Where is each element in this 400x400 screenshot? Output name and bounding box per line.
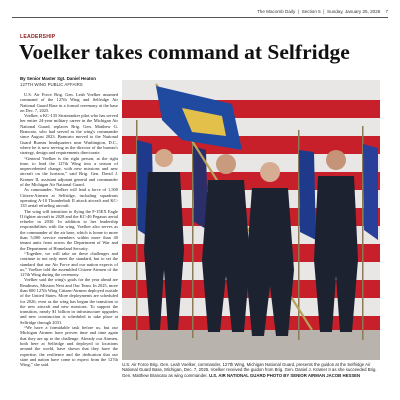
headline: Voelker takes command at Selfridge: [19, 40, 350, 64]
byline-org: 127TH WING PUBLIC AFFAIRS: [20, 81, 83, 87]
stage-floor: [122, 330, 380, 360]
article-body: [20, 92, 118, 390]
article-paragraph: The wing will transition to flying the F-15EX Eagle II fighter aircraft in 2028 and the KC-46 Pegasus aerial refueler in 2030. In addition to her leadership responsibilities with the wing, Voelker also serves as the commander of the air base, which is home to more than 5,000 service members within more than 40 tenant units from across the Department of War and the Department of Homeland Security.: [20, 208, 118, 251]
ceremony-photo: [122, 80, 380, 360]
page-number: 7: [385, 8, 388, 14]
article-paragraph: Voelker said the wing's goals for the year ahead are Readiness, Mission Next and Our Team. In 2025, more than 600 127th Wing Citizen-Airmen deployed outside of the United States. More deployments are scheduled for 2026, even as the wing has begun the transition to the new aircraft and new missions. To support the transition, nearly $1 billion in infrastructure upgrades and new construction is scheduled to take place at Selfridge through 2031.: [20, 277, 118, 325]
byline: [20, 76, 116, 87]
article-paragraph: U.S. Air Force Brig. Gen. Leah Voelker assumed command of the 127th Wing and Selfridge Air National Guard Base in a formal ceremony at the base on Dec. 7, 2025.: [20, 92, 118, 113]
ceremony-photo-illustration: [122, 80, 380, 360]
article-paragraph: “General Voelker is the right person, at the right time, to lead the 127th Wing into a season of unprecedented change, with new missions and new aircraft on the horizon,” said Brig. Gen. David J. Kramer II, assistant adjutant general and commander of the Michigan Air National Guard.: [20, 155, 118, 188]
masthead-date: Sunday, January 25, 2026: [327, 8, 381, 14]
photo-caption: [122, 362, 382, 378]
masthead-rule: [12, 17, 388, 18]
byline-names: By Senior Master Sgt. Daniel Heaton: [20, 76, 96, 81]
photo-credit: U.S. AIR NATIONAL GUARD PHOTO BY SENIOR AIRMAN JACOB HESSEN: [208, 372, 361, 378]
masthead-section: Section 5: [301, 8, 321, 14]
article-paragraph: “Together, we will take on these challenges and continue to not only meet the standard, but to set the standard that our Air Force and our nation expects of us,” Voelker told the assembled Citizen-Airmen of the 127th Wing during the ceremony.: [20, 250, 118, 278]
masthead-text: The Macomb Daily | Section 5 | Sunday, January 25, 2026 7: [256, 8, 388, 14]
caption-text: U.S. Air Force Brig. Gen. Leah Voelker, commander, 127th Wing, Michigan National Guard, presents the guidon at the Selfridge Air National Guard Base, Michigan, Dec. 7, 2025. Voelker received the guidon from Brig. Gen. Daniel J. Kramer II as she succeeded Brig. Gen. Matthew Brancato as wing commander.: [122, 362, 377, 378]
article-paragraph: Voelker, a KC-135 Stratotanker pilot who has served her entire 24-year military career in the Michigan Air National Guard, replaces Brig. Gen. Matthew G. Brancato, who had served as the wing's commander since August 2023. Brancato moved to the National Guard Bureau headquarters near Washington, D.C., where he is now serving as the director of the bureau's strategy, design and requirements directorate.: [20, 113, 118, 156]
article-paragraph: As commander, Voelker will lead a force of 1,500 Citizen-Airmen at Selfridge, including squadrons operating A-10 Thunderbolt II attack aircraft and KC-135 aerial refueling aircraft.: [20, 187, 118, 209]
masthead-paper: The Macomb Daily: [256, 8, 296, 14]
section-label: LEADERSHIP: [20, 34, 56, 40]
masthead: [12, 6, 388, 16]
article-paragraph: “We have a formidable task before us, but our Michigan Airmen have proven time and time again that they are up to the challenge. Already our Airmen, both here at Selfridge and deployed to locations around the world, have shown that they have the expertise, the resilience and the dedication that our state and nation have come to expect from the 127th Wing,” she said.: [20, 325, 118, 368]
